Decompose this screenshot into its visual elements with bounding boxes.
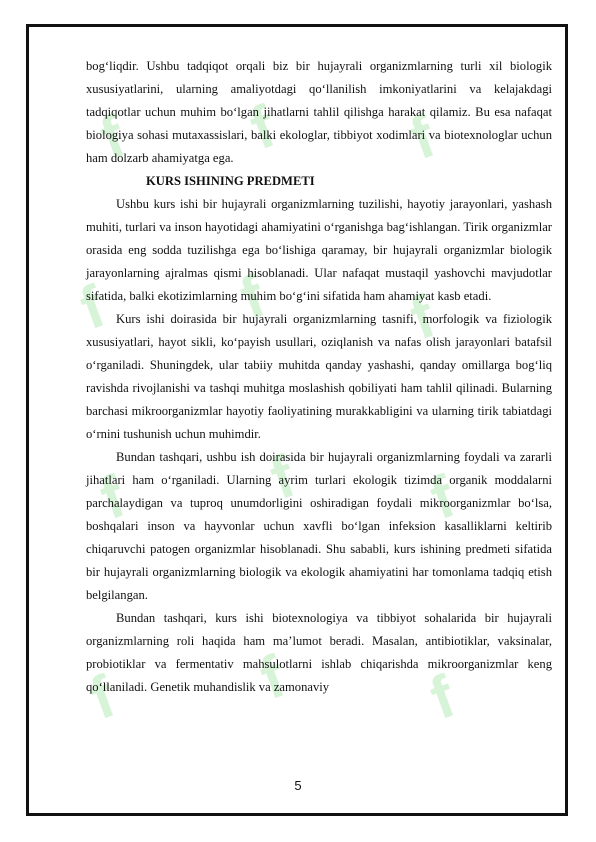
svg-text:f: f <box>421 662 464 733</box>
svg-text:f: f <box>261 442 304 513</box>
svg-text:f: f <box>71 272 114 343</box>
page-number: 5 <box>294 778 302 793</box>
paragraph-benefits-harms: Bundan tashqari, ushbu ish doirasida bir hujayrali organizmlarning foydali va zararli jihatlari ham o‘rganiladi. Ularning ayrim turlari ekologik tizimda organik moddalarni parchalaydigan va tuproq unumdorligini oshiradigan foydali mikroorganizmlar bo‘lsa, boshqalari inson va hayvonlar uchun xavfli bo‘lgan infeksion kasalliklarni keltirib chiqaruvchi patogen organizmlar hisoblanadi. Shu sababli, kurs ishining predmeti sifatida bir hujayrali organizmlarning biologik va ekologik ahamiyatini har tomonlama tadqiq etish belgilangan. <box>86 450 552 602</box>
document-body <box>86 55 552 699</box>
svg-text:f: f <box>241 92 284 163</box>
paragraph-biotech: Bundan tashqari, kurs ishi biotexnologiya va tibbiyot sohalarida bir hujayrali organizmlarning roli haqida ham ma’lumot beradi. Masalan, antibiotiklar, vaksinalar, probiotiklar va fermentativ mahsulotlarni ishlab chiqarishda mikroorganizmlar keng qo‘llaniladi. Genetik muhandislik va zamonaviy <box>86 611 552 694</box>
svg-text:f: f <box>401 102 444 173</box>
paragraph-scope: Kurs ishi doirasida bir hujayrali organizmlarning tasnifi, morfologik va fiziologik xususiyatlari, hayot sikli, ko‘payish usullari, oziqlanish va nafas olish jarayonlari batafsil o‘rganiladi. Shuningdek, ular tabiiy muhitda qanday yashashi, qanday omillarga bog‘liq ravishda rivojlanishi va tashqi muhitga moslashish qobiliyati ham tahlil qilinadi. Bularning barchasi mikroorganizmlar hayotiy faoliyatining murakkabligini va ularning tirik tabiatdagi o‘rnini tushunish uchun muhimdir. <box>86 312 552 441</box>
svg-text:f: f <box>401 282 444 353</box>
svg-text:f: f <box>251 642 294 713</box>
section-heading: KURS ISHINING PREDMETI <box>146 174 315 188</box>
paragraph-subject: Ushbu kurs ishi bir hujayrali organizmlarning tuzilishi, hayotiy jarayonlari, yashash muhiti, turlari va inson hayotidagi ahamiyatini o‘rganishga bag‘ishlangan. Tirik organizmlar orasida eng sodda tuzilishga ega bo‘lishiga qaramay, bir hujayrali organizmlar biologik jarayonlarning ajralmas qismi hisoblanadi. Ular nafaqat mustaqil yashovchi mavjudotlar sifatida, balki ekotizimlarning muhim bo‘g‘ini sifatida ham ahamiyat kasb etadi. <box>86 197 552 303</box>
paragraph-intro-continuation: bog‘liqdir. Ushbu tadqiqot orqali biz bir hujayrali organizmlarning turli xil biologik xususiyatlarini, ularning amaliyotdagi qo‘llanilish imkoniyatlarini va kelajakdagi tadqiqotlar uchun muhim bo‘lgan jihatlarni tahlil qilishga harakat qilamiz. Bu esa nafaqat biologiya sohasi mutaxassislari, balki ekologlar, tibbiyot xodimlari va biotexnologlar uchun ham dolzarb ahamiyatga ega. <box>86 59 552 165</box>
svg-text:f: f <box>421 462 464 533</box>
svg-text:f: f <box>81 662 124 733</box>
svg-text:f: f <box>231 262 274 333</box>
svg-text:f: f <box>91 102 134 173</box>
svg-text:f: f <box>91 462 134 533</box>
